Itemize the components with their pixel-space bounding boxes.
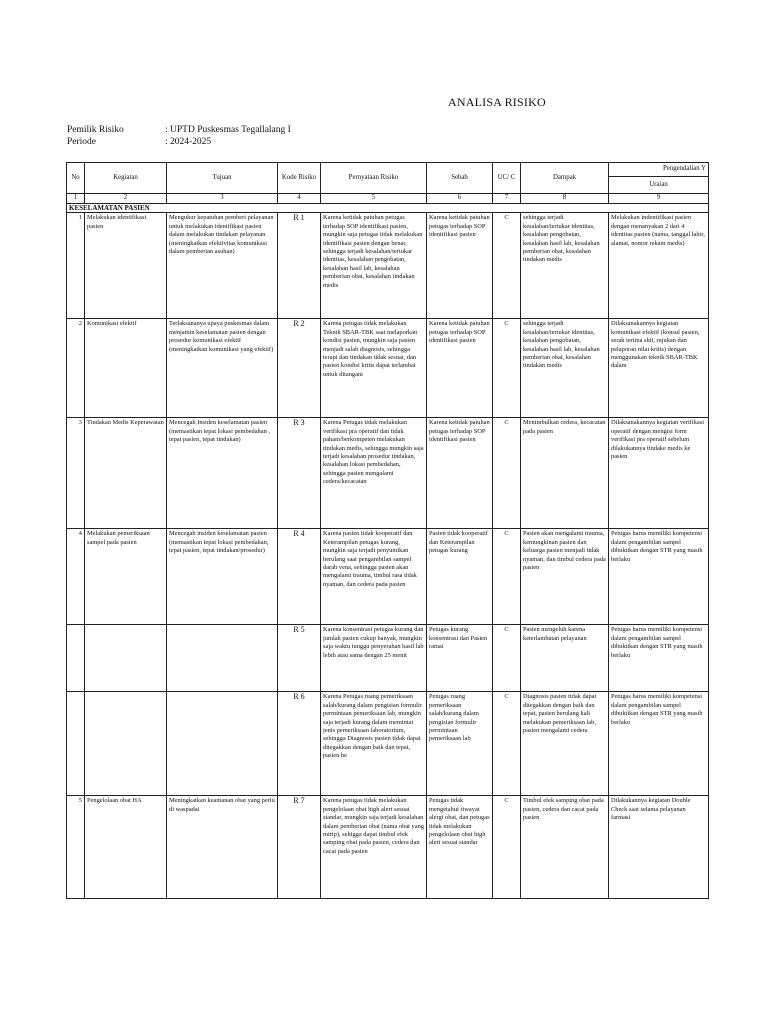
period-label: Periode bbox=[67, 137, 97, 147]
column-number: 2 bbox=[85, 194, 167, 204]
header-no: No bbox=[67, 163, 85, 194]
pernyataan-risiko-cell: Karena konsentrasi petugas kurang dan jumlah pasien cukup banyak, mungkin saja waktu tunggu penyerahan hasil lab lebih atau sama dengan 25 menit bbox=[321, 625, 427, 692]
kegiatan-cell: Komunikasi efektif bbox=[85, 319, 167, 418]
kegiatan-cell: Melakukan pemeriksaan sampel pada pasien bbox=[85, 529, 167, 625]
uraian-cell: Dilaksanakannya kegiatan verifikasi operatif dengan mengisi form verifikasi pra operatif sebelum dilakukannya tindake medis ke pasien bbox=[609, 418, 709, 529]
sebab-cell: Karena ketidak patuhan petugas terhadap SOP identifikasi pasien bbox=[427, 418, 493, 529]
tujuan-cell: Mengukur kepatuhan pemberi pelayanan untuk melakukan identifikasi pasien dalam melakukan tindakan pelayanan (meningkatkan efektivitas komunikasi dalam pemberian asuhan) bbox=[167, 213, 278, 319]
dampak-cell: sehingga terjadi kesalahan/tertukar identitas, kesalahan pengobatan, kesalahan hasil lab, kesalahan pemberian obat, kesalahan tindakan medis bbox=[521, 213, 609, 319]
row-number bbox=[67, 625, 85, 692]
pernyataan-risiko-cell: Karena Petugas tidak melakukan verifikasi pra operatif dan tidak paham/berkompeten melakukan tindakan medis, sehingga mungkin saja terjadi kesalahan prosedur tindakan, kesalahan lokasi pembedahan, sehingga pasien mengalami cedera/kecacatan bbox=[321, 418, 427, 529]
dampak-cell: Timbul efek samping obat pada pasien, cedera dan cacat pada pasien bbox=[521, 796, 609, 899]
column-number: 1 bbox=[67, 194, 85, 204]
uc-c-cell: C bbox=[493, 625, 521, 692]
uc-c-cell: C bbox=[493, 319, 521, 418]
uraian-cell: Dilakukannya kegiatan Double Check saat selama pelayanan farmasi bbox=[609, 796, 709, 899]
header-sebab: Sebab bbox=[427, 163, 493, 194]
tujuan-cell: Mencegah insiden keselamatan pasien (memastikan tepat lokasi pembedahan, tepat pasien, tepat tindakan/prosedur) bbox=[167, 529, 278, 625]
pernyataan-risiko-cell: Karena petugas tidak melakukan pengelolaan obat high alert sesuai standar, mungkin saja terjadi kesalahan dalam pemberian obat (nama obat yang mirip), sehigga dapat timbul efek samping obat pada pasien, cedera dan cacat pada pasien bbox=[321, 796, 427, 899]
uraian-cell: Dilaksanakannya kegiatan komunikasi efektif (konsul pasien, serah terima shit, rujukan dan pelaporan nilai kritis) dengan menggunakan teknik SBAR-TBK dalam bbox=[609, 319, 709, 418]
dampak-cell: Diagnosis pasien tidak dapat ditegakkan dengan baik dan tepat, pasien berulang kali melakukan pemeriksaan lab, pasien mengalami cedera bbox=[521, 692, 609, 796]
kegiatan-cell bbox=[85, 625, 167, 692]
uraian-cell: Melakukan indentifikasi pasien dengan menanyakan 2 dari 4 identitas pasien (nama, tanggal lahir, alamat, nomor rekam medis) bbox=[609, 213, 709, 319]
uraian-cell: Petugas harus memiliki kompetensi dalam pengambilan sampel dibuktikan dengan STR yang masih berlaku bbox=[609, 692, 709, 796]
kegiatan-cell: Melakukan identifikasi pasien bbox=[85, 213, 167, 319]
column-number: 7 bbox=[493, 194, 521, 204]
uc-c-cell: C bbox=[493, 529, 521, 625]
tujuan-cell: Mencegah Insiden keselamatan pasien (memastikan tepat lokasi pembedahan , tepat pasien, tepat tindakan) bbox=[167, 418, 278, 529]
header-dampak: Dampak bbox=[521, 163, 609, 194]
column-number: 6 bbox=[427, 194, 493, 204]
column-number: 4 bbox=[278, 194, 321, 204]
kode-risiko-cell: R 6 bbox=[278, 692, 321, 796]
dampak-cell: Pasien akan mengalami trauma, kemungkinan pasien dan keluarga pasien menjadi tidak nyaman, dan timbul cedera pada pasien bbox=[521, 529, 609, 625]
period-value: : 2024-2025 bbox=[165, 137, 212, 147]
sebab-cell: Petugas ruang pemeriksaan salah/kurang dalam pengisian formulir permintaan pemeriksaan lab bbox=[427, 692, 493, 796]
uc-c-cell: C bbox=[493, 692, 521, 796]
table-row bbox=[67, 796, 709, 899]
header-pengendalian: Pengendalian Y bbox=[609, 163, 709, 177]
kode-risiko-cell: R 4 bbox=[278, 529, 321, 625]
row-number: 5 bbox=[67, 796, 85, 899]
column-number: 5 bbox=[321, 194, 427, 204]
table-row bbox=[67, 692, 709, 796]
table-row bbox=[67, 213, 709, 319]
kegiatan-cell: Pengelolaan obat HA bbox=[85, 796, 167, 899]
header-kode-risiko: Kode Risiko bbox=[278, 163, 321, 194]
kegiatan-cell: Tindakan Medis Keperawatan bbox=[85, 418, 167, 529]
kode-risiko-cell: R 5 bbox=[278, 625, 321, 692]
column-number: 8 bbox=[521, 194, 609, 204]
column-number: 9 bbox=[609, 194, 709, 204]
uraian-cell: Petugas harus memiliki kompetensi dalam pengambilan sampel dibuktikan dengan STR yang masih berlaku bbox=[609, 625, 709, 692]
sebab-cell: Petugas kurang konsentrasi dan Pasien ramai bbox=[427, 625, 493, 692]
kode-risiko-cell: R 7 bbox=[278, 796, 321, 899]
owner-label: Pemilik Risiko bbox=[67, 125, 124, 135]
row-number: 2 bbox=[67, 319, 85, 418]
row-number: 3 bbox=[67, 418, 85, 529]
section-title: KESELAMATAN PASIEN bbox=[67, 204, 709, 213]
risk-analysis-table bbox=[66, 162, 709, 899]
pernyataan-risiko-cell: Karena petugas tidak melakukan Teknik SBAR-TBK saat melaporkan kondisi pasien, mungkin saja pasien menjadi salah diagnosis, sehingga terapi dan tindakan tidak sesuai, dan pasien kondisi kritis dapat terlambat untuk ditangani bbox=[321, 319, 427, 418]
kode-risiko-cell: R 3 bbox=[278, 418, 321, 529]
header-uraian: Uraian bbox=[609, 177, 709, 194]
header-kegiatan: Kegiatan bbox=[85, 163, 167, 194]
header-uc-c: UC/ C bbox=[493, 163, 521, 194]
section-row bbox=[67, 204, 709, 213]
dampak-cell: sehingga terjadi kesalahan/tertukar identitas, kesalahan pengobatan, kesalahan hasil lab, kesalahan pemberian obat, kesalahan tindakan medis bbox=[521, 319, 609, 418]
owner-value: : UPTD Puskesmas Tegallalang I bbox=[165, 125, 291, 135]
sebab-cell: Karena ketidak patuhan petugas terhadap SOP identifikasi pasien bbox=[427, 213, 493, 319]
pernyataan-risiko-cell: Karena ketidak patuhan petugas terhadap SOP identifikasi pasien, mungkin saja petugas tidak melakukan identifikasi pasien dengan benar, sehingga terjadi kesalahan/tertukar identitas, kesalahan pengobatan, kesalahan hasil lab, kesalahan pemberian obat, kesalahan tindakan medis bbox=[321, 213, 427, 319]
uc-c-cell: C bbox=[493, 796, 521, 899]
sebab-cell: Pasien tidak kooperatif dan Keterampilan petugas kurang bbox=[427, 529, 493, 625]
table-row bbox=[67, 418, 709, 529]
uc-c-cell: C bbox=[493, 418, 521, 529]
tujuan-cell bbox=[167, 692, 278, 796]
sebab-cell: Petugas tidak mengetahui riwayat alergi obat, dan petugas tidak melakukan pengelolaan obat high alert sesuai standar bbox=[427, 796, 493, 899]
pernyataan-risiko-cell: Karena pasien tidak kooperatif dan Keterampilan petugas kurang, mungkin saja terjadi penyuntikan berulang saat pengambilan sampel darah vena, sehingga pasien akan mengalami trauma, timbul rasa tidak nyaman, dan cedera pada pasien bbox=[321, 529, 427, 625]
uc-c-cell: C bbox=[493, 213, 521, 319]
dampak-cell: Menimbulkan cedera, kecacatan pada pasien bbox=[521, 418, 609, 529]
kode-risiko-cell: R 1 bbox=[278, 213, 321, 319]
kegiatan-cell bbox=[85, 692, 167, 796]
document-title: ANALISA RISIKO bbox=[448, 95, 546, 109]
column-number: 3 bbox=[167, 194, 278, 204]
column-number-row bbox=[67, 194, 709, 204]
row-number: 4 bbox=[67, 529, 85, 625]
kode-risiko-cell: R 2 bbox=[278, 319, 321, 418]
header-pernyataan-risiko: Pernyataan Risiko bbox=[321, 163, 427, 194]
table-row bbox=[67, 529, 709, 625]
table-row bbox=[67, 625, 709, 692]
tujuan-cell bbox=[167, 625, 278, 692]
tujuan-cell: Meningkatkan keamanan obat yang perlu di waspadai bbox=[167, 796, 278, 899]
header-tujuan: Tujuan bbox=[167, 163, 278, 194]
tujuan-cell: Terlaksananya upaya puskesmas dalam menjamin keselamatan pasien dengan prosedur komunikasi efektif (meningkatkan komunikasi yang efektif) bbox=[167, 319, 278, 418]
dampak-cell: Pasien mengeluh karena keterlambatan pelayanan bbox=[521, 625, 609, 692]
pernyataan-risiko-cell: Karena Petugas ruang pemeriksaan salah/kurang dalam pengisian formulir permintaan pemeriksaan lab, mungkin saja terjadi kurang dalam memintai jenis pemeriksaan laboratorium, sehingga Diagnosis pasien tidak dapat ditegakkan dengan baik dan tepat, pasien be bbox=[321, 692, 427, 796]
row-number: 1 bbox=[67, 213, 85, 319]
row-number bbox=[67, 692, 85, 796]
table-row bbox=[67, 319, 709, 418]
sebab-cell: Karena ketidak patuhan petugas terhadap SOP identifikasi pasien bbox=[427, 319, 493, 418]
uraian-cell: Petugas harus memiliki kompetensi dalam pengambilan sampel dibuktikan dengan STR yang masih berlaku bbox=[609, 529, 709, 625]
